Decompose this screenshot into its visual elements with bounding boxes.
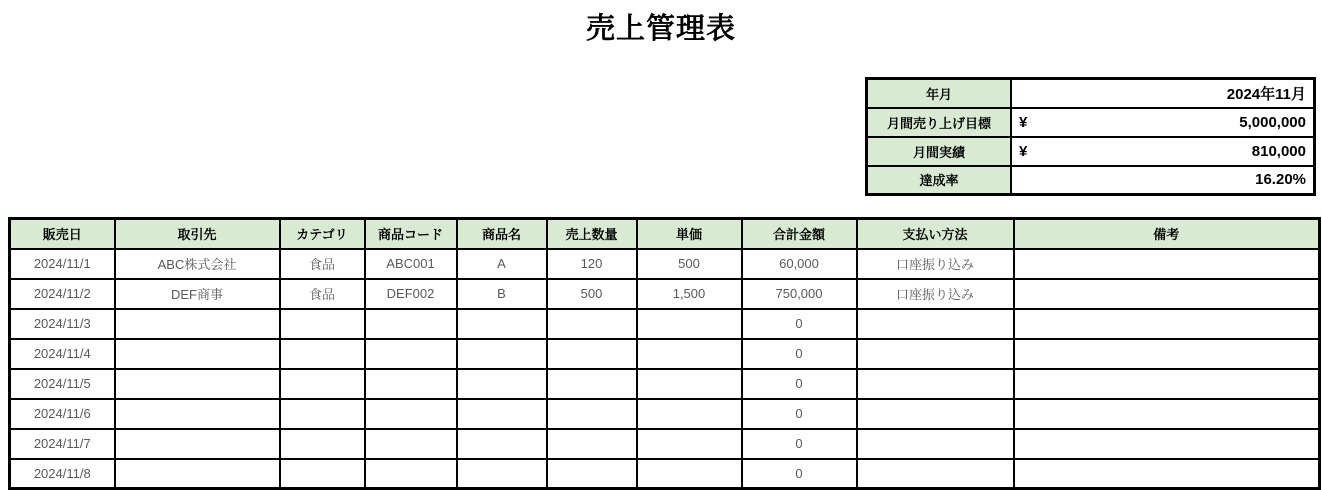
cell-client[interactable]	[115, 399, 280, 429]
table-row	[10, 399, 1320, 429]
cell-total-amount[interactable]: 0	[742, 369, 857, 399]
cell-payment-method[interactable]	[857, 309, 1014, 339]
cell-client[interactable]	[115, 369, 280, 399]
sales-table	[8, 217, 1321, 490]
summary-label-actual[interactable]: 月間実績	[867, 137, 1012, 166]
cell-sale-date[interactable]: 2024/11/2	[10, 279, 115, 309]
cell-remarks[interactable]	[1014, 309, 1320, 339]
cell-quantity[interactable]	[547, 459, 637, 489]
cell-total-amount[interactable]: 0	[742, 459, 857, 489]
currency-symbol: ¥	[1019, 113, 1028, 131]
summary-row	[867, 79, 1315, 108]
currency-symbol: ¥	[1019, 142, 1028, 160]
sales-table-header-row	[10, 219, 1320, 249]
cell-category[interactable]: 食品	[280, 279, 365, 309]
cell-payment-method[interactable]	[857, 459, 1014, 489]
summary-row	[867, 108, 1315, 137]
cell-payment-method[interactable]	[857, 429, 1014, 459]
cell-client[interactable]: DEF商事	[115, 279, 280, 309]
summary-value: 16.20%	[1255, 171, 1306, 189]
cell-product-name[interactable]: A	[457, 249, 547, 279]
cell-quantity[interactable]	[547, 429, 637, 459]
cell-sale-date[interactable]: 2024/11/1	[10, 249, 115, 279]
summary-label-month[interactable]: 年月	[867, 79, 1012, 108]
cell-payment-method[interactable]	[857, 339, 1014, 369]
cell-unit-price[interactable]: 1,500	[637, 279, 742, 309]
cell-remarks[interactable]	[1014, 399, 1320, 429]
header-cell-category[interactable]: カテゴリ	[280, 219, 365, 249]
cell-product-code[interactable]: DEF002	[365, 279, 457, 309]
header-cell-product-name[interactable]: 商品名	[457, 219, 547, 249]
cell-product-name[interactable]	[457, 339, 547, 369]
cell-category[interactable]: 食品	[280, 249, 365, 279]
cell-client[interactable]: ABC株式会社	[115, 249, 280, 279]
cell-payment-method[interactable]: 口座振り込み	[857, 279, 1014, 309]
cell-sale-date[interactable]: 2024/11/6	[10, 399, 115, 429]
cell-quantity[interactable]	[547, 399, 637, 429]
cell-total-amount[interactable]: 0	[742, 339, 857, 369]
cell-unit-price[interactable]	[637, 339, 742, 369]
cell-product-name[interactable]	[457, 309, 547, 339]
cell-payment-method[interactable]	[857, 369, 1014, 399]
cell-product-name[interactable]	[457, 429, 547, 459]
cell-sale-date[interactable]: 2024/11/8	[10, 459, 115, 489]
cell-payment-method[interactable]: 口座振り込み	[857, 249, 1014, 279]
cell-unit-price[interactable]	[637, 309, 742, 339]
cell-unit-price[interactable]	[637, 459, 742, 489]
cell-client[interactable]	[115, 309, 280, 339]
header-cell-client[interactable]: 取引先	[115, 219, 280, 249]
table-row	[10, 369, 1320, 399]
cell-category[interactable]	[280, 369, 365, 399]
cell-unit-price[interactable]	[637, 369, 742, 399]
cell-product-code[interactable]	[365, 309, 457, 339]
cell-total-amount[interactable]: 60,000	[742, 249, 857, 279]
cell-category[interactable]	[280, 459, 365, 489]
header-cell-sale-date[interactable]: 販売日	[10, 219, 115, 249]
summary-row	[867, 166, 1315, 195]
cell-category[interactable]	[280, 429, 365, 459]
cell-product-code[interactable]	[365, 459, 457, 489]
cell-product-code[interactable]	[365, 369, 457, 399]
cell-sale-date[interactable]: 2024/11/7	[10, 429, 115, 459]
cell-quantity[interactable]: 500	[547, 279, 637, 309]
header-cell-unit-price[interactable]: 単価	[637, 219, 742, 249]
header-cell-product-code[interactable]: 商品コード	[365, 219, 457, 249]
table-row	[10, 459, 1320, 489]
cell-product-code[interactable]	[365, 429, 457, 459]
summary-label-achievement-rate[interactable]: 達成率	[867, 166, 1012, 195]
cell-remarks[interactable]	[1014, 339, 1320, 369]
cell-product-name[interactable]	[457, 369, 547, 399]
summary-value-actual[interactable]	[1011, 137, 1315, 166]
sales-table-body	[10, 249, 1320, 489]
cell-category[interactable]	[280, 399, 365, 429]
summary-value: 5,000,000	[1239, 113, 1306, 131]
table-row	[10, 339, 1320, 369]
cell-category[interactable]	[280, 339, 365, 369]
cell-total-amount[interactable]: 750,000	[742, 279, 857, 309]
header-cell-payment-method[interactable]: 支払い方法	[857, 219, 1014, 249]
cell-client[interactable]	[115, 339, 280, 369]
cell-product-name[interactable]	[457, 399, 547, 429]
summary-value-target[interactable]	[1011, 108, 1315, 137]
table-row	[10, 309, 1320, 339]
cell-product-name[interactable]	[457, 459, 547, 489]
cell-sale-date[interactable]: 2024/11/3	[10, 309, 115, 339]
cell-remarks[interactable]	[1014, 279, 1320, 309]
header-cell-quantity[interactable]: 売上数量	[547, 219, 637, 249]
table-row	[10, 249, 1320, 279]
summary-table	[865, 77, 1316, 196]
cell-total-amount[interactable]: 0	[742, 309, 857, 339]
table-row	[10, 279, 1320, 309]
cell-product-name[interactable]: B	[457, 279, 547, 309]
cell-remarks[interactable]	[1014, 459, 1320, 489]
cell-product-code[interactable]	[365, 399, 457, 429]
cell-client[interactable]	[115, 429, 280, 459]
cell-unit-price[interactable]	[637, 429, 742, 459]
cell-remarks[interactable]	[1014, 249, 1320, 279]
cell-remarks[interactable]	[1014, 369, 1320, 399]
cell-quantity[interactable]: 120	[547, 249, 637, 279]
cell-unit-price[interactable]: 500	[637, 249, 742, 279]
summary-value-month[interactable]	[1011, 79, 1315, 108]
page-title: 売上管理表	[585, 13, 736, 45]
cell-sale-date[interactable]: 2024/11/5	[10, 369, 115, 399]
cell-unit-price[interactable]	[637, 399, 742, 429]
header-cell-remarks[interactable]: 備考	[1014, 219, 1320, 249]
cell-payment-method[interactable]	[857, 399, 1014, 429]
cell-sale-date[interactable]: 2024/11/4	[10, 339, 115, 369]
summary-label-target[interactable]: 月間売り上げ目標	[867, 108, 1012, 137]
cell-client[interactable]	[115, 459, 280, 489]
cell-quantity[interactable]	[547, 309, 637, 339]
summary-value: 2024年11月	[1226, 85, 1306, 103]
header-cell-total-amount[interactable]: 合計金額	[742, 219, 857, 249]
cell-quantity[interactable]	[547, 339, 637, 369]
summary-value-achievement-rate[interactable]	[1011, 166, 1315, 195]
cell-quantity[interactable]	[547, 369, 637, 399]
cell-product-code[interactable]: ABC001	[365, 249, 457, 279]
summary-value: 810,000	[1251, 142, 1306, 160]
summary-row	[867, 137, 1315, 166]
cell-total-amount[interactable]: 0	[742, 399, 857, 429]
cell-product-code[interactable]	[365, 339, 457, 369]
table-row	[10, 429, 1320, 459]
cell-category[interactable]	[280, 309, 365, 339]
cell-total-amount[interactable]: 0	[742, 429, 857, 459]
cell-remarks[interactable]	[1014, 429, 1320, 459]
